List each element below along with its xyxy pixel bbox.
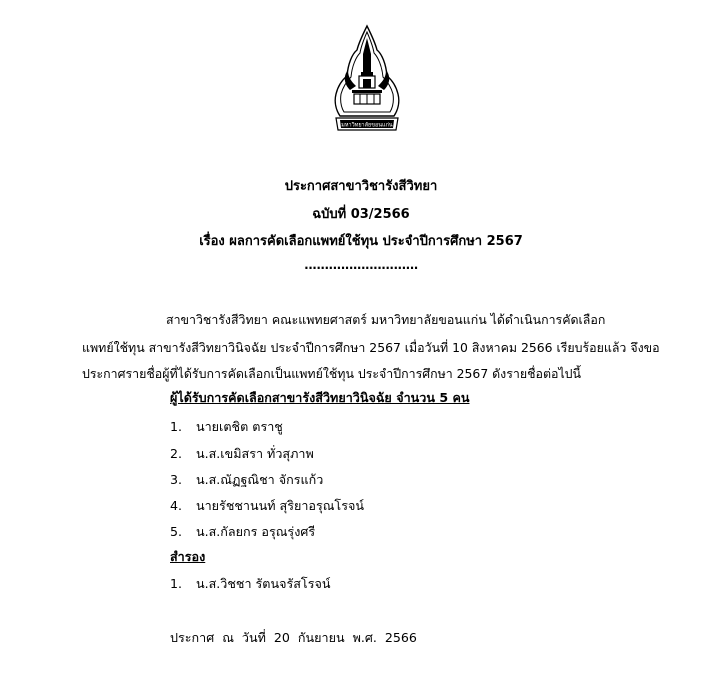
list-item-number: 4. (170, 498, 183, 513)
selected-list-heading: ผู้ได้รับการคัดเลือกสาขารังสีวิทยาวินิจฉัย จำนวน 5 คน (170, 390, 470, 405)
announcement-date: ประกาศ ณ วันที่ 20 กันยายน พ.ศ. 2566 (170, 630, 417, 645)
selected-list-item (170, 418, 283, 436)
body-paragraph-line-1: สาขาวิชารังสีวิทยา คณะแพทยศาสตร์ มหาวิทยาลัยขอนแก่น ได้ดำเนินการคัดเลือก (166, 312, 606, 327)
list-item-name: น.ส.กัลยกร อรุณรุ่งศรี (196, 524, 316, 539)
seal-emblem-icon (330, 24, 404, 138)
university-seal-logo (330, 24, 404, 138)
list-item-number: 3. (170, 472, 183, 487)
list-item-name: นายเตชิต ตราชู (196, 419, 283, 434)
list-item-number: 5. (170, 524, 183, 539)
list-item-name: น.ส.วิชชา รัตนจรัสโรจน์ (196, 576, 331, 591)
selected-list-item (170, 445, 314, 463)
announcement-title: ประกาศสาขาวิชารังสีวิทยา (284, 179, 438, 194)
header-separator: ............................ (304, 258, 418, 272)
list-item-name: น.ส.เขมิสรา ทั่วสุภาพ (196, 446, 314, 461)
selected-list-item (170, 523, 315, 541)
body-paragraph-line-3: ประกาศรายชื่อผู้ที่ได้รับการคัดเลือกเป็นแพทย์ใช้ทุน ประจำปีการศึกษา 2567 ดังรายชื่อต่อไปนี้ (82, 366, 582, 381)
seal-caption: มหาวิทยาลัยขอนแก่น (341, 122, 393, 129)
list-item-name: นายรัชชานนท์ สุริยาอรุณโรจน์ (196, 498, 364, 513)
selected-list-item (170, 497, 364, 515)
list-item-number: 2. (170, 446, 183, 461)
alternate-list-item (170, 575, 330, 593)
list-item-name: น.ส.ณัฏฐณิชา จักรแก้ว (196, 472, 324, 487)
selected-list-item (170, 471, 323, 489)
list-item-number: 1. (170, 419, 183, 434)
announcement-issue-number: ฉบับที่ 03/2566 (312, 207, 410, 222)
list-item-number: 1. (170, 576, 183, 591)
announcement-subject: เรื่อง ผลการคัดเลือกแพทย์ใช้ทุน ประจำปีการศึกษา 2567 (199, 234, 523, 249)
alternate-list-heading: สำรอง (170, 549, 206, 564)
body-paragraph-line-2: แพทย์ใช้ทุน สาขารังสีวิทยาวินิจฉัย ประจำปีการศึกษา 2567 เมื่อวันที่ 10 สิงหาคม 2566 เรียบร้อยแล้ว จึงขอ (82, 340, 660, 355)
